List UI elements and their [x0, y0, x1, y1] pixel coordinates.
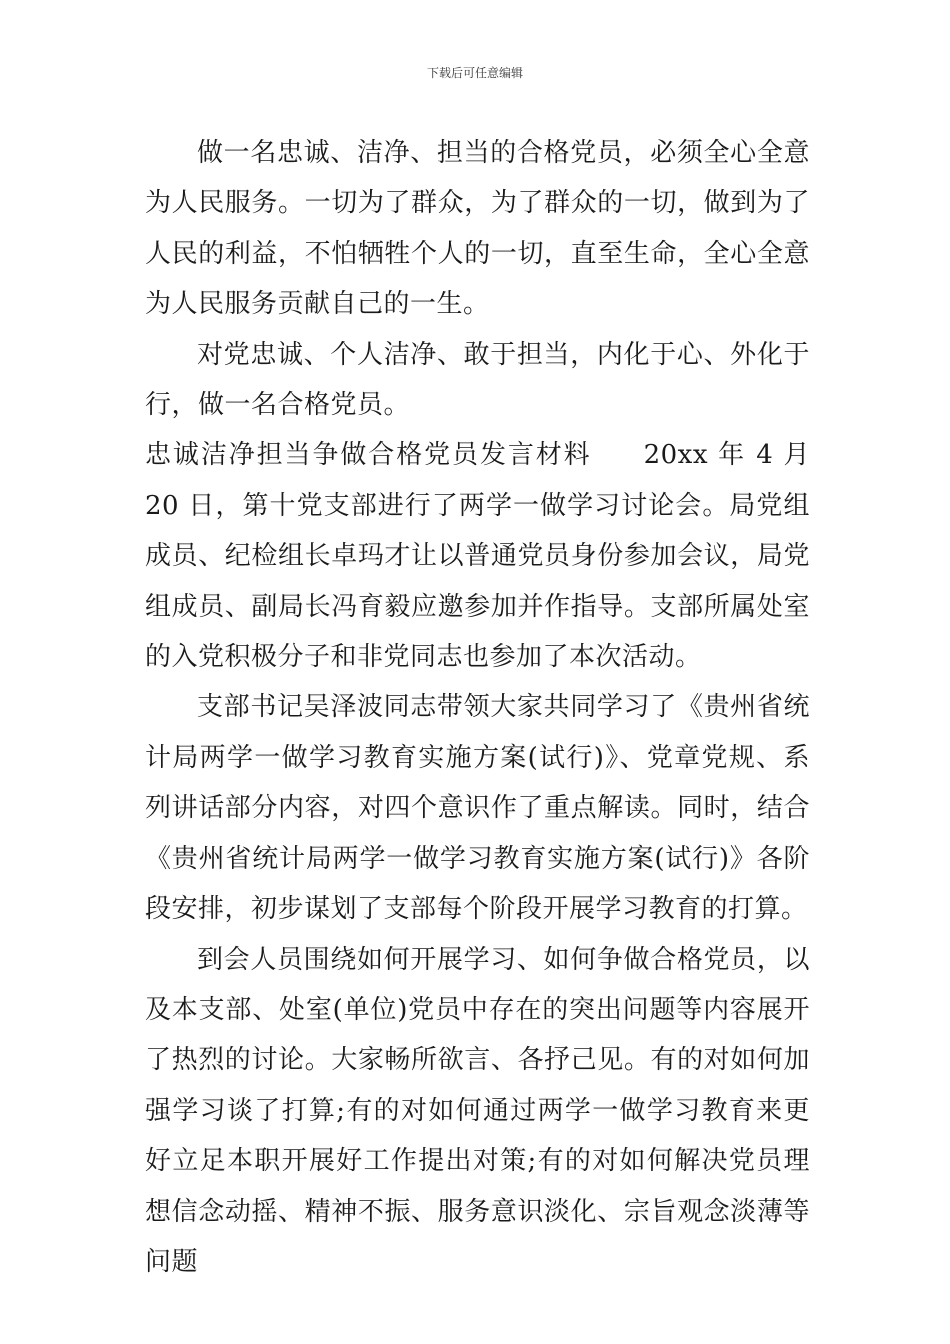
- document-body: [145, 128, 810, 1287]
- text-line: 检组长卓玛才让以普通党员身份参加会议，局党组成员、: [145, 541, 810, 622]
- text-line: 副局长冯育毅应邀参加并作指导。支部所属处室的入党积: [145, 591, 810, 673]
- text-line: 列讲话部分内容，对四个意识作了重点解读。同时，结合: [145, 793, 810, 824]
- text-line: 到会人员围绕如何开展学习、如何争做合格党员，以: [197, 944, 810, 975]
- text-line: 极分子和非党同志也参加了本次活动。: [251, 642, 702, 673]
- paragraph-1: [145, 128, 810, 330]
- text-line: 人民的利益，不怕牺牲个人的一切，直至生命，全心全意: [145, 238, 810, 269]
- text-line: 支部书记吴泽波同志带领大家共同学习了《贵州省统: [197, 692, 810, 723]
- text-line: 计局两学一做学习教育实施方案(试行)》、党章党规、系: [145, 742, 810, 773]
- text-line: 及本支部、处室(单位)党员中存在的突出问题等内容展开: [145, 994, 810, 1025]
- text-line: 做一名忠诚、洁净、担当的合格党员，必须全心全意: [197, 138, 810, 168]
- paragraph-3: [145, 430, 810, 682]
- text-line: 段安排，初步谋划了支部每个阶段开展学习教育的打算。: [145, 894, 808, 925]
- text-line: 立足本职开展好工作提出对策;有的对如何解决党员理想信: [145, 1146, 810, 1227]
- header-note: 下载后可任意编辑: [426, 66, 523, 80]
- section-title: 忠诚洁净担当争做合格党员发言材料: [145, 440, 592, 471]
- text-line: 第十党支部进行了两学一做学习讨论会。局党组成员、纪: [145, 490, 810, 572]
- text-line: 为人民服务贡献自己的一生。: [145, 289, 490, 320]
- text-line: 20xx 年 4 月 20 日，: [145, 440, 810, 521]
- text-line: 为人民服务。一切为了群众，为了群众的一切，做到为了: [145, 188, 810, 219]
- text-line: 《贵州省统计局两学一做学习教育实施方案(试行)》各阶: [145, 843, 810, 874]
- text-line: 念动摇、精神不振、服务意识淡化、宗旨观念淡薄等问题: [145, 1196, 810, 1277]
- paragraph-5: [145, 935, 810, 1288]
- paragraph-2: [145, 330, 810, 431]
- text-line: 了热烈的讨论。大家畅所欲言、各抒己见。有的对如何加: [145, 1045, 810, 1076]
- text-line: 对党忠诚、个人洁净、敢于担当，内化于心、外化于: [197, 339, 810, 370]
- text-line: 强学习谈了打算;有的对如何通过两学一做学习教育来更好: [145, 1095, 810, 1177]
- text-line: 行，做一名合格党员。: [145, 390, 411, 421]
- paragraph-4: [145, 682, 810, 934]
